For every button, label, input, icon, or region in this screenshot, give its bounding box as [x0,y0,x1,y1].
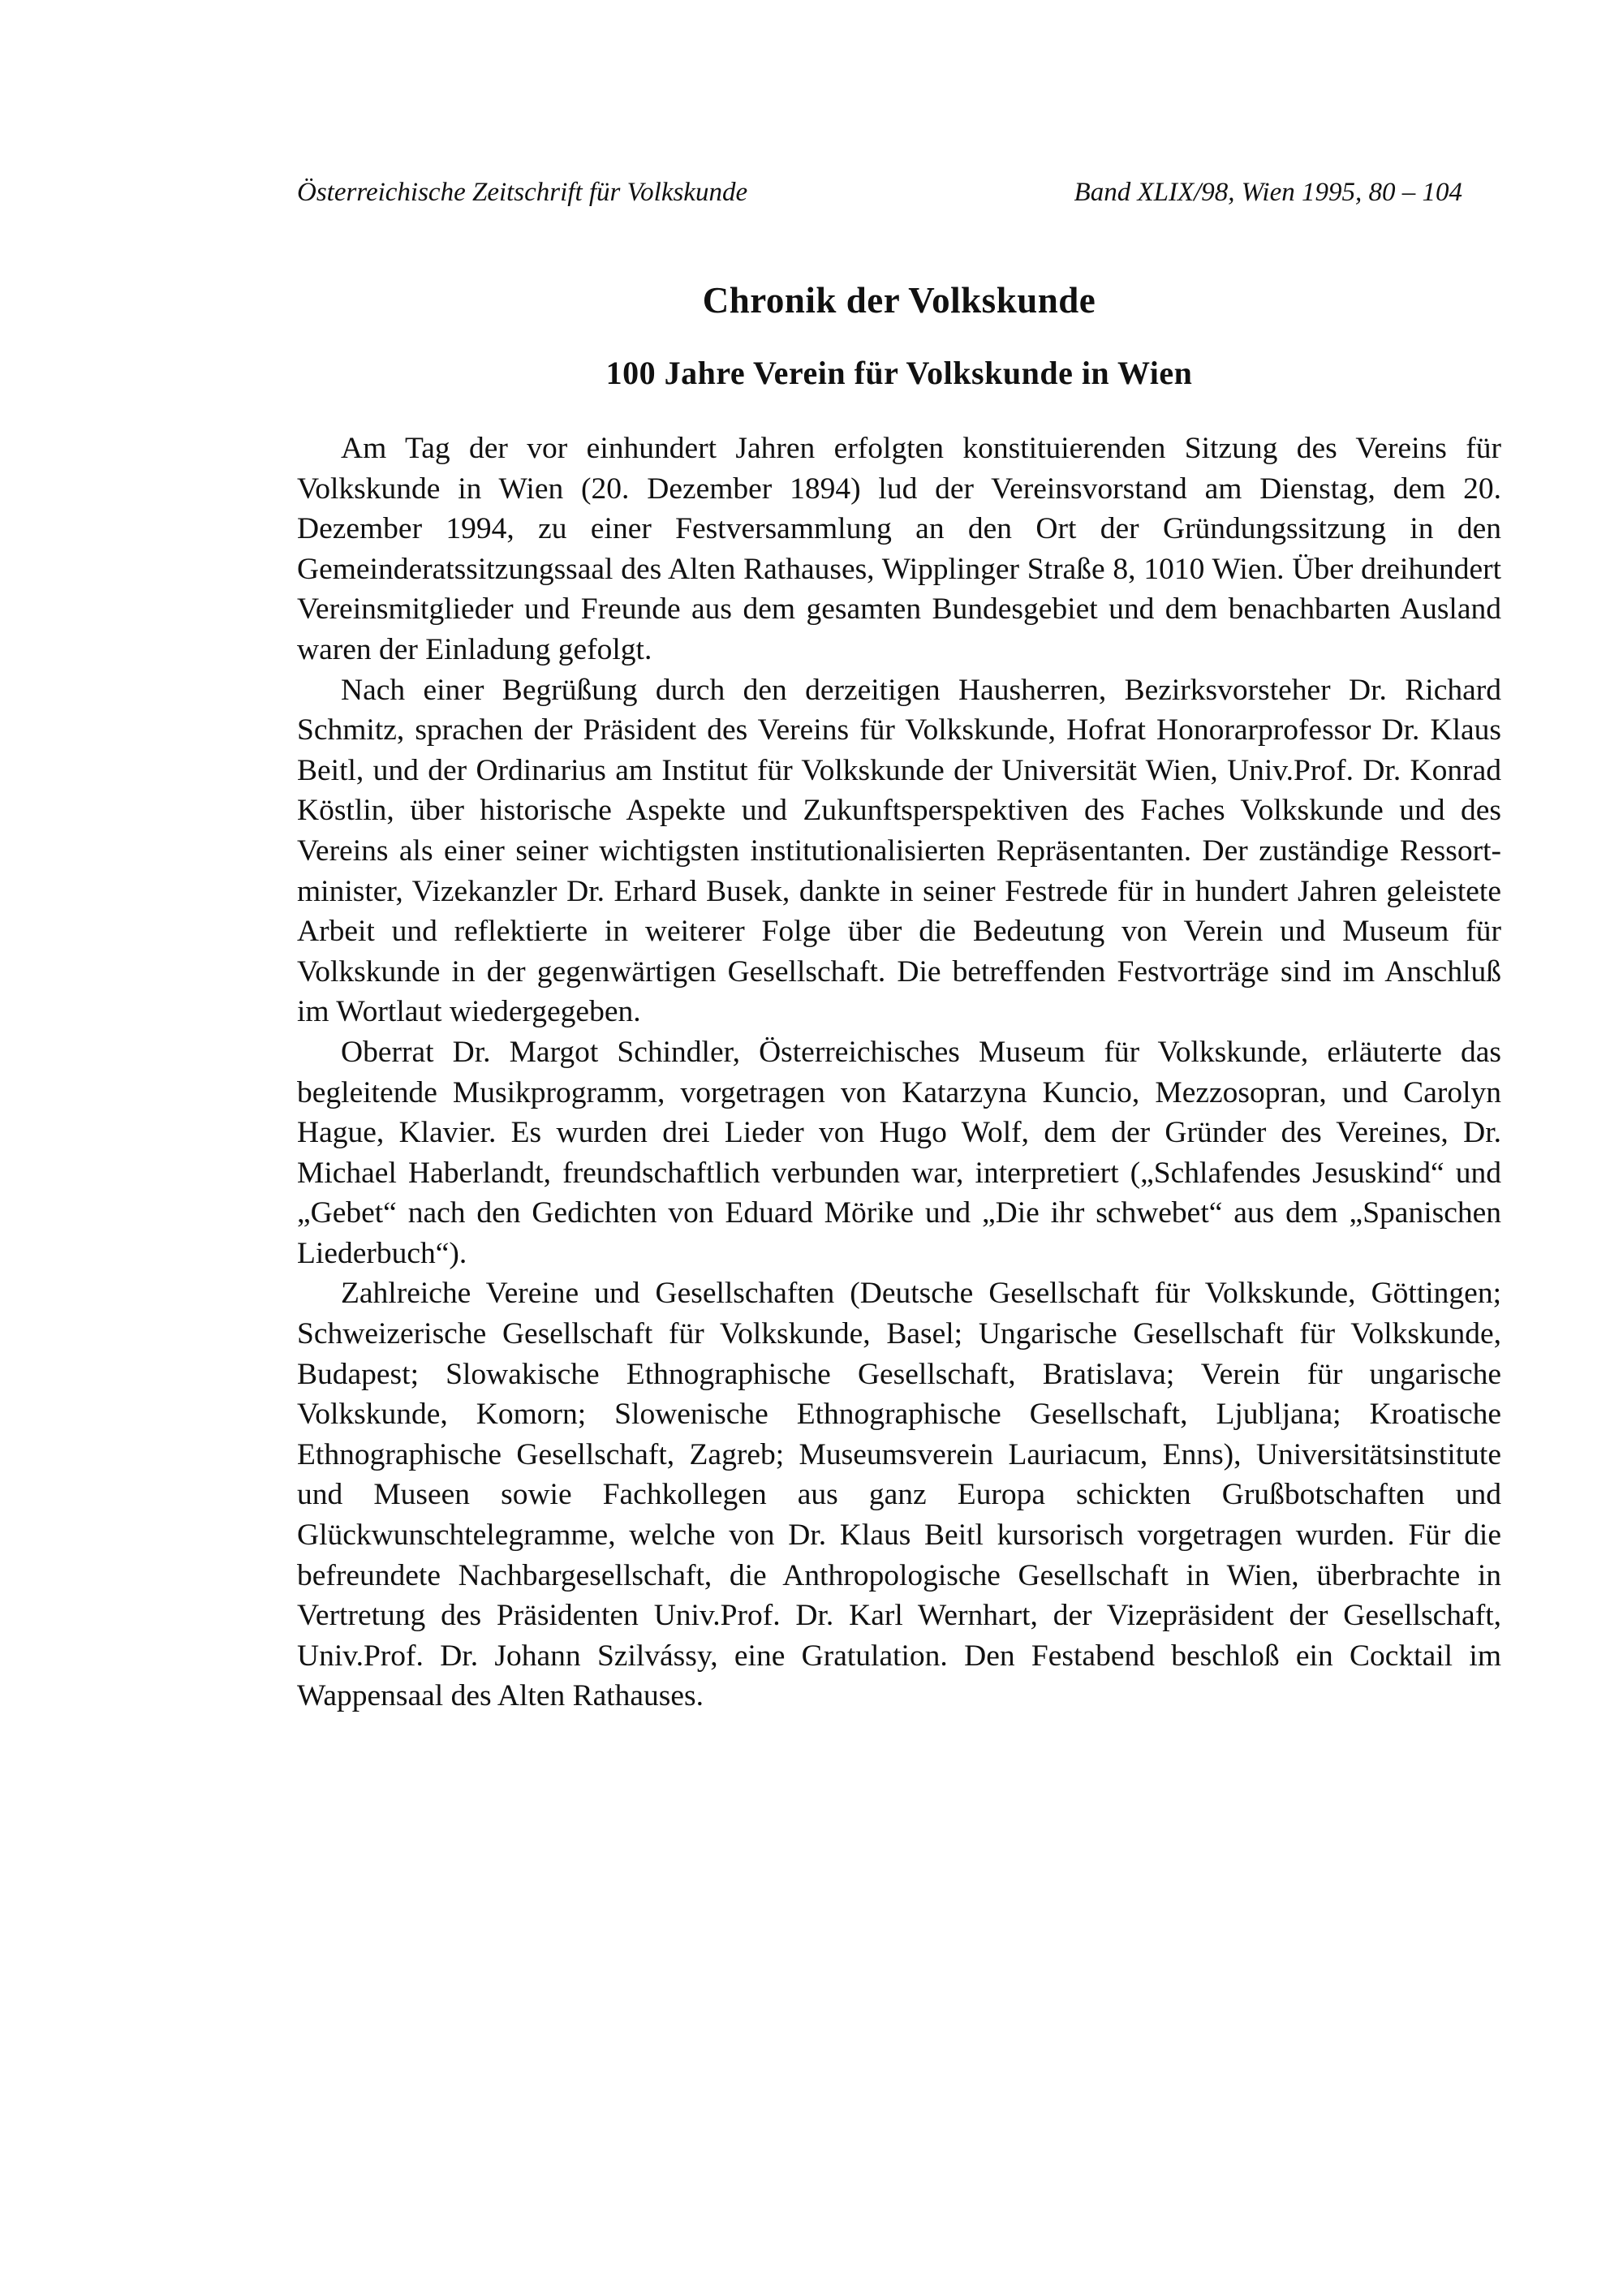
paragraph: Nach einer Begrüßung durch den derzeitigen Hausherren, Bezirksvorsteher Dr. Richard Schmitz, sprachen der Präsident des Vereins für Volkskunde, Hofrat Honorarprofessor Dr. Klaus Beitl, und der Ordinarius am Institut für Volkskunde der Universität Wien, Univ.Prof. Dr. Konrad Köstlin, über historische Aspekte und Zukunftsperspektiven des Faches Volkskunde und des Vereins als einer seiner wichtigsten institutionalisierten Repräsentanten. Der zuständige Ressortminister, Vizekanzler Dr. Erhard Busek, dankte in seiner Festrede für in hundert Jahren geleistete Arbeit und reflektierte in weiterer Folge über die Bedeutung von Verein und Museum für Volkskunde in der gegenwärtigen Gesellschaft. Die betreffenden Festvorträge sind im Anschluß im Wortlaut wiedergegeben. [297,673,1501,1029]
paragraph: Am Tag der vor einhundert Jahren erfolgten konstituierenden Sitzung des Vereins für Volkskunde in Wien (20. Dezember 1894) lud der Vereinsvorstand am Dienstag, dem 20. Dezember 1994, zu einer Festversammlung an den Ort der Gründungssitzung in den Gemeinderatssitzungssaal des Alten Rathauses, Wipplinger Straße 8, 1010 Wien. Über dreihundert Vereinsmitglieder und Freunde aus dem gesamten Bundesgebiet und dem benachbarten Ausland waren der Einladung gefolgt. [297,432,1501,666]
journal-title: Österreichische Zeitschrift für Volkskunde [297,178,748,207]
article-body [297,429,1501,1717]
paragraph: Zahlreiche Vereine und Gesellschaften (Deutsche Gesellschaft für Volkskunde, Göttingen; Schweizerische Gesellschaft für Volkskunde, Basel; Ungarische Gesellschaft für Volkskunde, Budapest; Slowakische Ethnographische Gesellschaft, Bratislava; Verein für ungarische Volkskunde, Komorn; Slowenische Ethnographische Gesellschaft, Ljubljana; Kroatische Ethnographische Gesellschaft, Zagreb; Museumsverein Lauriacum, Enns), Universitätsinstitute und Museen sowie Fachkollegen aus ganz Europa schickten Grußbotschaften und Glückwunschtelegramme, welche von Dr. Klaus Beitl kursorisch vorgetragen wurden. Für die befreundete Nachbargesellschaft, die Anthropologische Gesellschaft in Wien, überbrachte in Vertretung des Präsidenten Univ.Prof. Dr. Karl Wernhart, der Vizepräsident der Gesellschaft, Univ.Prof. Dr. Johann Szilvássy, eine Gratulation. Den Festabend beschloß ein Cocktail im Wappensaal des Alten Rathauses. [297,1277,1501,1713]
section-title: Chronik der Volkskunde [702,280,1096,321]
volume-info: Band XLIX/98, Wien 1995, 80 – 104 [1074,178,1462,207]
article-title: 100 Jahre Verein für Volkskunde in Wien [605,355,1193,391]
paragraph: Oberrat Dr. Margot Schindler, Österreichisches Museum für Volkskunde, erläuterte das begleitende Musikprogramm, vorgetragen von Katarzyna Kuncio, Mezzosopran, und Carolyn Hague, Klavier. Es wurden drei Lieder von Hugo Wolf, dem der Gründer des Vereines, Dr. Michael Haberlandt, freundschaftlich verbunden war, interpretiert („Schlafendes Jesuskind“ und „Gebet“ nach den Gedichten von Eduard Mörike und „Die ihr schwebet“ aus dem „Spanischen Liederbuch“). [297,1035,1501,1270]
